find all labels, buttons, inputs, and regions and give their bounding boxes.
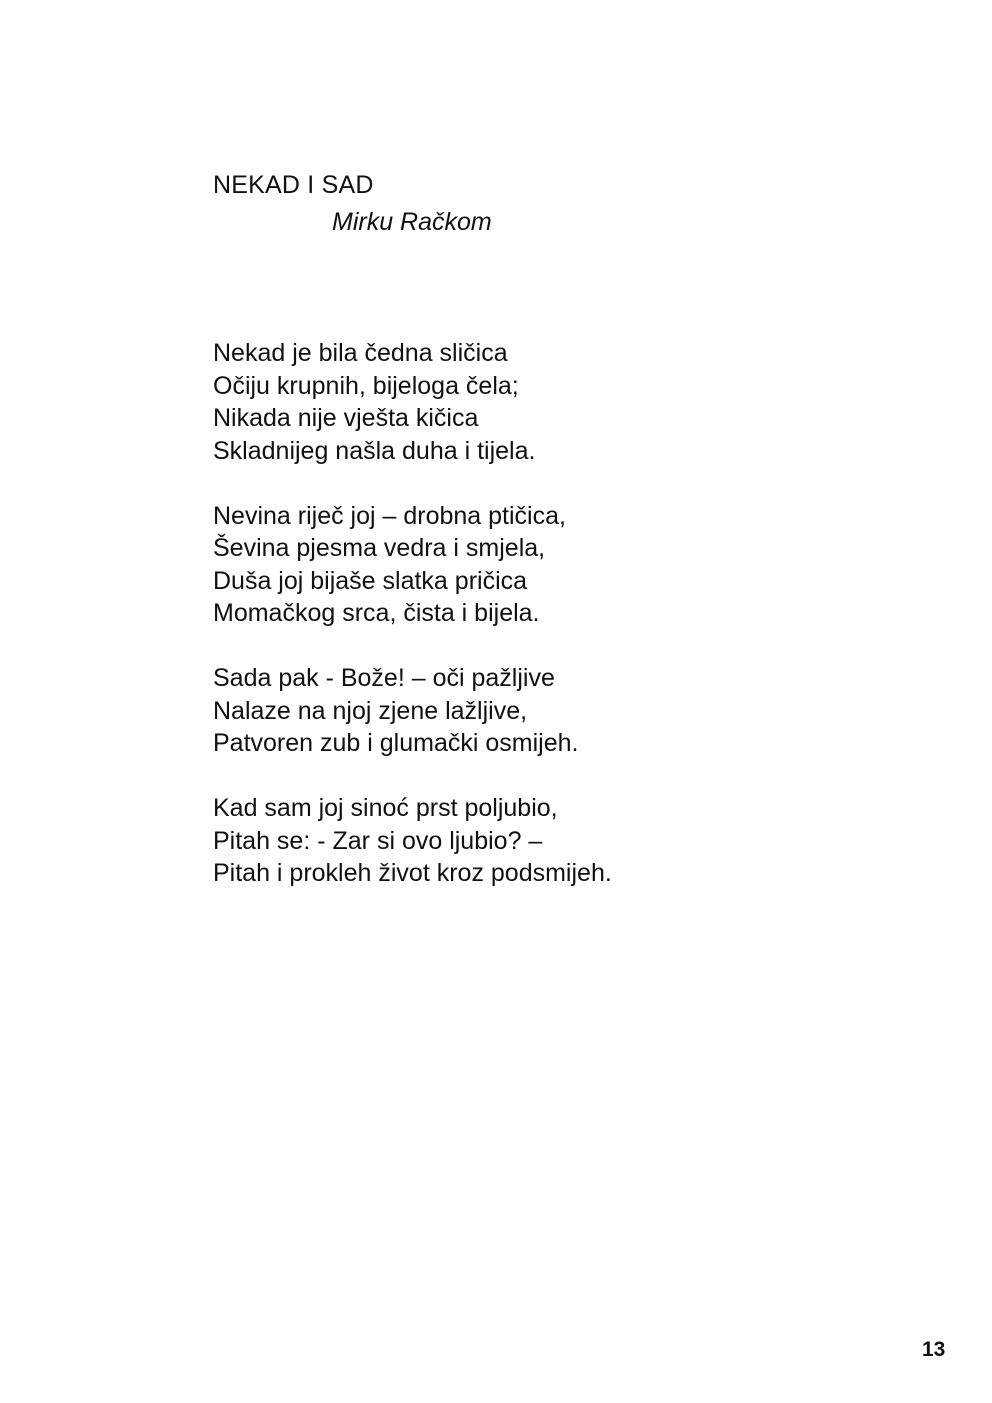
poem-body (213, 337, 813, 922)
poem-line: Momačkog srca, čista i bijela. (213, 599, 540, 627)
poem-line: Pitah se: - Zar si ovo ljubio? – (213, 826, 543, 855)
poem-line: Duša joj bijaše slatka pričica (213, 566, 528, 595)
poem-line: Kad sam joj sinoć prst poljubio, (213, 794, 558, 822)
poem-line: Nikada nije vješta kičica (213, 404, 479, 432)
page-number: 13 (922, 1338, 946, 1361)
stanza (213, 500, 813, 630)
poem-dedication: Mirku Račkom (332, 208, 492, 236)
poem-line: Sada pak - Bože! – oči pažljive (213, 664, 555, 692)
poem-title: NEKAD I SAD (213, 171, 374, 199)
poem-line: Nevina riječ joj – drobna ptičica, (213, 501, 566, 530)
stanza (213, 792, 813, 890)
stanza (213, 337, 813, 467)
poem-line: Skladnijeg našla duha i tijela. (213, 436, 536, 465)
poem-line: Pitah i prokleh život kroz podsmijeh. (213, 859, 612, 887)
poem-line: Ševina pjesma vedra i smjela, (213, 534, 546, 562)
poem-line: Nalaze na njoj zjene lažljive, (213, 696, 528, 725)
stanza (213, 662, 813, 760)
poem-line: Patvoren zub i glumački osmijeh. (213, 729, 579, 757)
poem-line: Nekad je bila čedna sličica (213, 339, 508, 367)
poem-line: Očiju krupnih, bijeloga čela; (213, 371, 519, 400)
